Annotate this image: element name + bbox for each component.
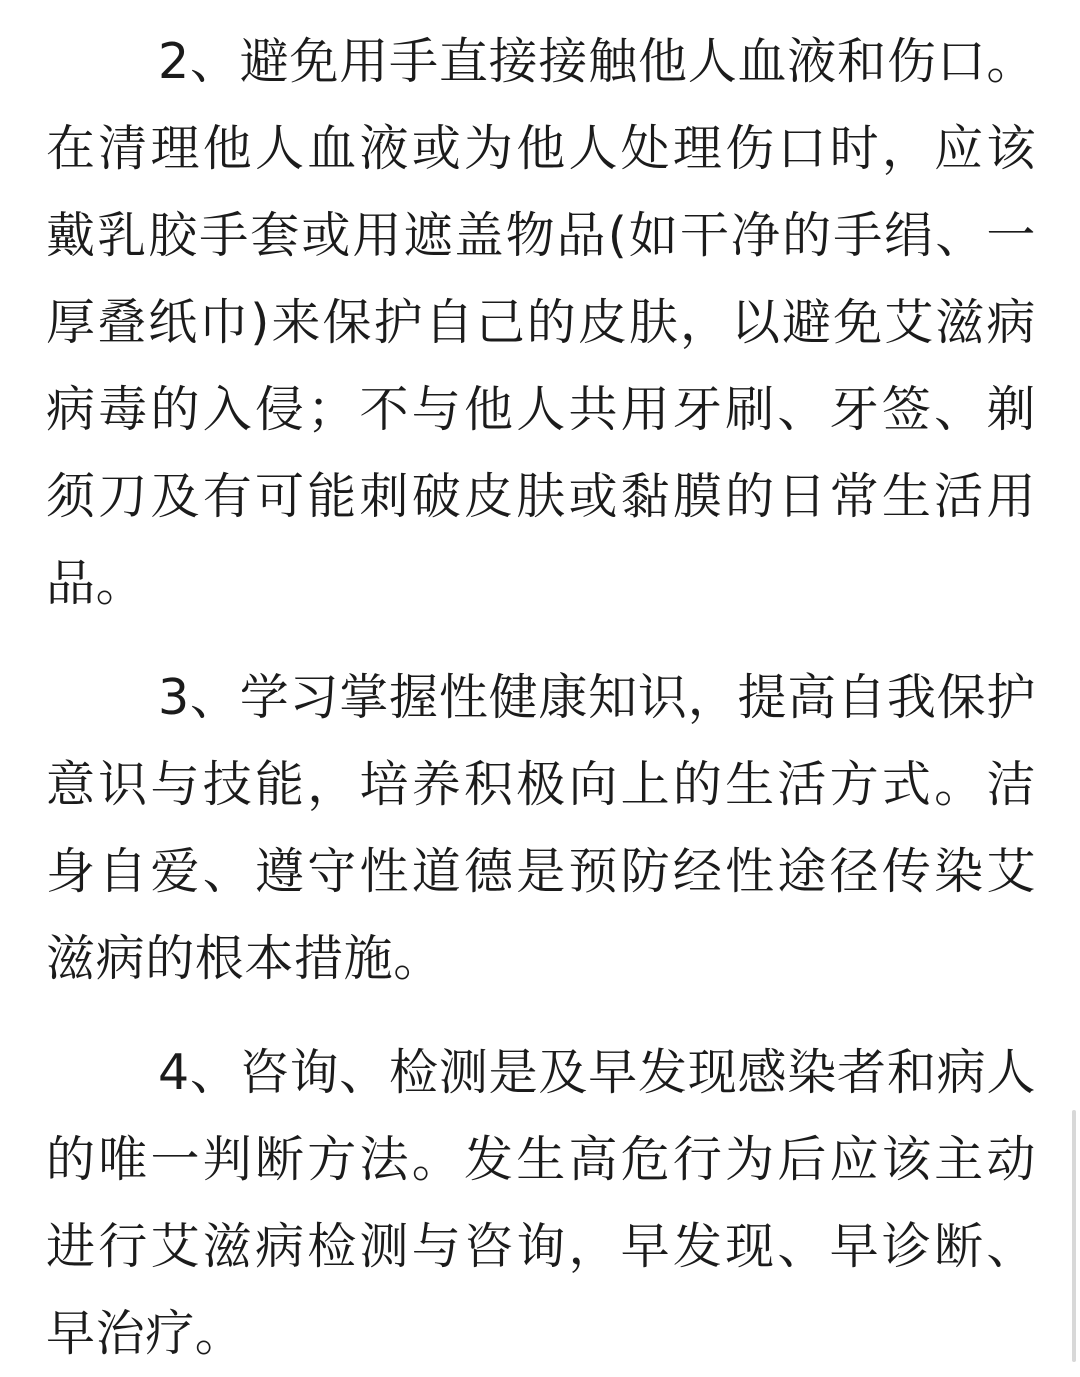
scrollbar[interactable] xyxy=(1072,1110,1076,1362)
paragraph-4: 4、咨询、检测是及早发现感染者和病人的唯一判断方法。发生高危行为后应该主动进行艾滋病检测与咨询，早发现、早诊断、早治疗。 xyxy=(46,1044,1036,1362)
paragraph-3: 3、学习掌握性健康知识，提高自我保护意识与技能，培养积极向上的生活方式。洁身自爱、遵守性道德是预防经性途径传染艾滋病的根本措施。 xyxy=(46,669,1036,987)
paragraph-2: 2、避免用手直接接触他人血液和伤口。在清理他人血液或为他人处理伤口时，应该戴乳胶手套或用遮盖物品(如干净的手绢、一厚叠纸巾)来保护自己的皮肤，以避免艾滋病病毒的入侵；不与他人共用牙刷、牙签、剃须刀及有可能刺破皮肤或黏膜的日常生活用品。 xyxy=(46,33,1036,612)
article-body xyxy=(46,0,1036,1377)
